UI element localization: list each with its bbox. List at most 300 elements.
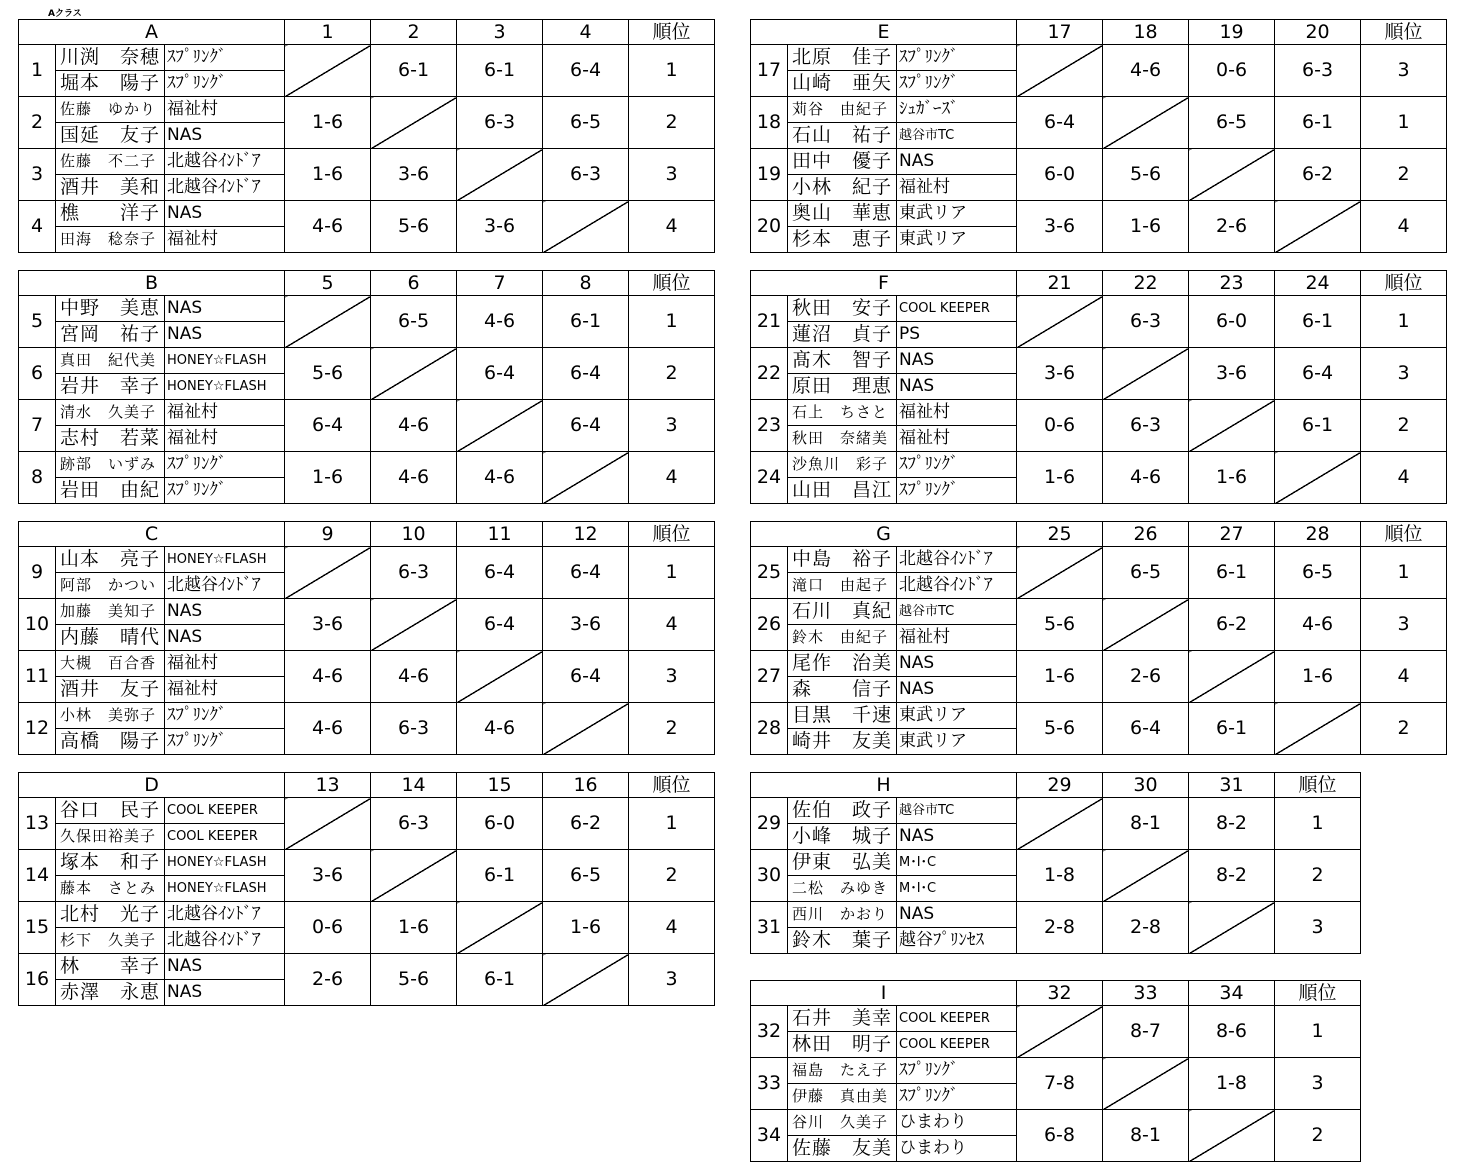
column-seed: 6 (371, 271, 457, 296)
column-seed: 14 (371, 773, 457, 798)
player-row (19, 400, 715, 426)
club-name: 越谷市TC (897, 599, 1017, 625)
rank-value: 3 (1361, 348, 1447, 400)
player-row (19, 798, 715, 824)
column-seed: 8 (543, 271, 629, 296)
player-row (19, 703, 715, 729)
player-name: 赤澤 永恵 (56, 980, 165, 1006)
diagonal-cell (457, 400, 543, 452)
club-name: NAS (165, 201, 285, 227)
group-table-e (750, 19, 1447, 253)
player-name: 樵 洋子 (56, 201, 165, 227)
club-name: COOL KEEPER (165, 798, 285, 824)
match-score: 8-2 (1189, 798, 1275, 850)
player-name: 阿部 かつい (56, 573, 165, 599)
player-row (751, 348, 1447, 374)
match-score: 6-4 (457, 547, 543, 599)
seed-number: 13 (19, 798, 56, 850)
seed-number: 12 (19, 703, 56, 755)
player-name: 岩井 幸子 (56, 374, 165, 400)
match-score: 0-6 (1017, 400, 1103, 452)
column-seed: 29 (1017, 773, 1103, 798)
seed-number: 11 (19, 651, 56, 703)
column-seed: 25 (1017, 522, 1103, 547)
player-name: 原田 理恵 (788, 374, 897, 400)
group-table-g (750, 521, 1447, 755)
match-score: 6-1 (457, 850, 543, 902)
diagonal-cell (1017, 798, 1103, 850)
diagonal-cell (1017, 45, 1103, 97)
match-score: 0-6 (1189, 45, 1275, 97)
match-score: 3-6 (1189, 348, 1275, 400)
group-table-i (750, 980, 1361, 1162)
seed-number: 27 (751, 651, 788, 703)
club-name: NAS (165, 625, 285, 651)
club-name: COOL KEEPER (897, 296, 1017, 322)
seed-number: 8 (19, 452, 56, 504)
club-name: COOL KEEPER (897, 1006, 1017, 1032)
club-name: NAS (897, 348, 1017, 374)
rank-header: 順位 (629, 773, 715, 798)
column-seed: 28 (1275, 522, 1361, 547)
rank-value: 2 (629, 348, 715, 400)
club-name: ｼｭｶﾞｰｽﾞ (897, 97, 1017, 123)
group-name: H (751, 773, 1017, 798)
match-score: 4-6 (457, 703, 543, 755)
match-score: 6-1 (371, 45, 457, 97)
match-score: 6-5 (1103, 547, 1189, 599)
player-name: 藤本 さとみ (56, 876, 165, 902)
rank-value: 3 (629, 149, 715, 201)
match-score: 3-6 (1017, 348, 1103, 400)
club-name: 北越谷ｲﾝﾄﾞｱ (165, 149, 285, 175)
club-name: 東武リア (897, 703, 1017, 729)
match-score: 1-6 (543, 902, 629, 954)
column-seed: 17 (1017, 20, 1103, 45)
club-name: 福祉村 (897, 175, 1017, 201)
club-name: 福祉村 (165, 426, 285, 452)
player-name: 沙魚川 彩子 (788, 452, 897, 478)
player-row (19, 954, 715, 980)
player-name: 川渕 奈穂 (56, 45, 165, 71)
column-seed: 22 (1103, 271, 1189, 296)
seed-number: 1 (19, 45, 56, 97)
diagonal-cell (1189, 902, 1275, 954)
match-score: 6-1 (457, 954, 543, 1006)
column-seed: 23 (1189, 271, 1275, 296)
match-score: 6-5 (543, 850, 629, 902)
player-name: 尾作 治美 (788, 651, 897, 677)
player-row (19, 599, 715, 625)
club-name: NAS (165, 599, 285, 625)
club-name: 福祉村 (897, 625, 1017, 651)
club-name: ひまわり (897, 1110, 1017, 1136)
player-row (19, 850, 715, 876)
column-seed: 1 (285, 20, 371, 45)
match-score: 6-1 (1189, 547, 1275, 599)
seed-number: 25 (751, 547, 788, 599)
player-name: 福島 たえ子 (788, 1058, 897, 1084)
seed-number: 21 (751, 296, 788, 348)
rank-value: 4 (629, 902, 715, 954)
diagonal-cell (457, 902, 543, 954)
rank-value: 1 (629, 45, 715, 97)
diagonal-cell (543, 201, 629, 253)
player-row (751, 149, 1447, 175)
player-name: 杉本 恵子 (788, 227, 897, 253)
player-name: 小林 美弥子 (56, 703, 165, 729)
player-name: 秋田 安子 (788, 296, 897, 322)
player-name: 中野 美恵 (56, 296, 165, 322)
match-score: 6-2 (543, 798, 629, 850)
player-row (19, 651, 715, 677)
player-name: 石上 ちさと (788, 400, 897, 426)
club-name: NAS (897, 374, 1017, 400)
match-score: 6-1 (1275, 296, 1361, 348)
match-score: 2-6 (285, 954, 371, 1006)
rank-value: 3 (1275, 1058, 1361, 1110)
rank-header: 順位 (1361, 20, 1447, 45)
match-score: 5-6 (371, 954, 457, 1006)
club-name: HONEY☆FLASH (165, 850, 285, 876)
rank-value: 4 (1361, 452, 1447, 504)
group-name: E (751, 20, 1017, 45)
group-name: C (19, 522, 285, 547)
club-name: NAS (165, 954, 285, 980)
match-score: 1-6 (285, 97, 371, 149)
rank-value: 3 (629, 954, 715, 1006)
player-row (19, 452, 715, 478)
match-score: 6-3 (371, 703, 457, 755)
match-score: 6-2 (1275, 149, 1361, 201)
rank-value: 2 (1361, 149, 1447, 201)
group-name: A (19, 20, 285, 45)
match-score: 5-6 (371, 201, 457, 253)
club-name: ｽﾌﾟﾘﾝｸﾞ (897, 45, 1017, 71)
player-row (19, 902, 715, 928)
match-score: 6-4 (543, 400, 629, 452)
diagonal-cell (1275, 703, 1361, 755)
match-score: 6-5 (1189, 97, 1275, 149)
match-score: 4-6 (1103, 452, 1189, 504)
match-score: 1-6 (285, 452, 371, 504)
club-name: ｽﾌﾟﾘﾝｸﾞ (165, 45, 285, 71)
player-name: 西川 かおり (788, 902, 897, 928)
diagonal-cell (1103, 97, 1189, 149)
rank-value: 1 (1275, 1006, 1361, 1058)
diagonal-cell (371, 97, 457, 149)
diagonal-cell (1275, 201, 1361, 253)
seed-number: 24 (751, 452, 788, 504)
rank-header: 順位 (1275, 773, 1361, 798)
seed-number: 20 (751, 201, 788, 253)
player-name: 林 幸子 (56, 954, 165, 980)
rank-value: 3 (1361, 599, 1447, 651)
rank-value: 4 (1361, 651, 1447, 703)
match-score: 6-4 (457, 348, 543, 400)
player-name: 伊藤 真由美 (788, 1084, 897, 1110)
player-name: 山崎 亜矢 (788, 71, 897, 97)
match-score: 6-3 (371, 798, 457, 850)
rank-header: 順位 (1275, 981, 1361, 1006)
match-score: 6-4 (457, 599, 543, 651)
match-score: 6-5 (543, 97, 629, 149)
match-score: 4-6 (371, 400, 457, 452)
player-row (751, 45, 1447, 71)
club-name: ｽﾌﾟﾘﾝｸﾞ (165, 703, 285, 729)
player-name: 石井 美幸 (788, 1006, 897, 1032)
match-score: 1-6 (1275, 651, 1361, 703)
match-score: 6-0 (457, 798, 543, 850)
player-name: 谷川 久美子 (788, 1110, 897, 1136)
column-seed: 12 (543, 522, 629, 547)
seed-number: 26 (751, 599, 788, 651)
rank-value: 2 (629, 703, 715, 755)
club-name: 福祉村 (165, 400, 285, 426)
diagonal-cell (285, 547, 371, 599)
player-row (751, 296, 1447, 322)
diagonal-cell (1103, 1058, 1189, 1110)
match-score: 0-6 (285, 902, 371, 954)
club-name: HONEY☆FLASH (165, 374, 285, 400)
club-name: ｽﾌﾟﾘﾝｸﾞ (897, 1084, 1017, 1110)
club-name: 北越谷ｲﾝﾄﾞｱ (165, 928, 285, 954)
player-row (751, 547, 1447, 573)
match-score: 1-8 (1017, 850, 1103, 902)
club-name: 越谷市TC (897, 798, 1017, 824)
group-name: F (751, 271, 1017, 296)
match-score: 6-4 (543, 547, 629, 599)
club-name: 福祉村 (165, 677, 285, 703)
player-row (19, 97, 715, 123)
match-score: 6-4 (543, 45, 629, 97)
seed-number: 23 (751, 400, 788, 452)
seed-number: 2 (19, 97, 56, 149)
player-name: 伊東 弘美 (788, 850, 897, 876)
match-score: 6-0 (1017, 149, 1103, 201)
diagonal-cell (457, 651, 543, 703)
player-name: 谷口 民子 (56, 798, 165, 824)
club-name: HONEY☆FLASH (165, 348, 285, 374)
club-name: NAS (897, 149, 1017, 175)
player-name: 堀本 陽子 (56, 71, 165, 97)
diagonal-cell (1189, 651, 1275, 703)
club-name: ｽﾌﾟﾘﾝｸﾞ (897, 452, 1017, 478)
player-row (19, 547, 715, 573)
player-name: 佐藤 ゆかり (56, 97, 165, 123)
diagonal-cell (543, 452, 629, 504)
match-score: 4-6 (285, 651, 371, 703)
column-seed: 30 (1103, 773, 1189, 798)
rank-value: 4 (629, 452, 715, 504)
club-name: 福祉村 (165, 97, 285, 123)
match-score: 6-3 (1103, 400, 1189, 452)
club-name: ｽﾌﾟﾘﾝｸﾞ (165, 478, 285, 504)
player-name: 久保田裕美子 (56, 824, 165, 850)
column-seed: 33 (1103, 981, 1189, 1006)
club-name: COOL KEEPER (165, 824, 285, 850)
match-score: 5-6 (1103, 149, 1189, 201)
player-name: 佐藤 友美 (788, 1136, 897, 1162)
player-name: 田中 優子 (788, 149, 897, 175)
diagonal-cell (285, 798, 371, 850)
rank-value: 4 (629, 201, 715, 253)
club-name: 北越谷ｲﾝﾄﾞｱ (165, 175, 285, 201)
match-score: 7-8 (1017, 1058, 1103, 1110)
match-score: 2-6 (1189, 201, 1275, 253)
player-name: 鈴木 葉子 (788, 928, 897, 954)
match-score: 3-6 (1017, 201, 1103, 253)
match-score: 6-4 (1017, 97, 1103, 149)
column-seed: 32 (1017, 981, 1103, 1006)
player-name: 山田 昌江 (788, 478, 897, 504)
column-seed: 15 (457, 773, 543, 798)
player-name: 大槻 百合香 (56, 651, 165, 677)
match-score: 8-6 (1189, 1006, 1275, 1058)
diagonal-cell (1103, 348, 1189, 400)
club-name: COOL KEEPER (897, 1032, 1017, 1058)
club-name: 北越谷ｲﾝﾄﾞｱ (897, 547, 1017, 573)
column-seed: 27 (1189, 522, 1275, 547)
match-score: 2-6 (1103, 651, 1189, 703)
club-name: ｽﾌﾟﾘﾝｸﾞ (165, 452, 285, 478)
player-row (19, 348, 715, 374)
seed-number: 10 (19, 599, 56, 651)
rank-value: 1 (1361, 97, 1447, 149)
diagonal-cell (371, 850, 457, 902)
column-seed: 21 (1017, 271, 1103, 296)
player-row (751, 452, 1447, 478)
match-score: 6-5 (1275, 547, 1361, 599)
match-score: 1-6 (371, 902, 457, 954)
diagonal-cell (543, 954, 629, 1006)
player-row (19, 201, 715, 227)
club-name: 越谷市TC (897, 123, 1017, 149)
match-score: 6-1 (1275, 400, 1361, 452)
column-seed: 3 (457, 20, 543, 45)
club-name: ｽﾌﾟﾘﾝｸﾞ (897, 71, 1017, 97)
match-score: 6-4 (1103, 703, 1189, 755)
club-name: NAS (897, 902, 1017, 928)
rank-value: 3 (1275, 902, 1361, 954)
player-name: 山本 亮子 (56, 547, 165, 573)
club-name: NAS (165, 322, 285, 348)
club-name: M･I･C (897, 876, 1017, 902)
club-name: 北越谷ｲﾝﾄﾞｱ (165, 902, 285, 928)
seed-number: 16 (19, 954, 56, 1006)
club-name: NAS (897, 824, 1017, 850)
player-row (751, 201, 1447, 227)
diagonal-cell (1103, 599, 1189, 651)
match-score: 8-2 (1189, 850, 1275, 902)
match-score: 4-6 (371, 452, 457, 504)
club-name: NAS (165, 296, 285, 322)
match-score: 8-1 (1103, 1110, 1189, 1162)
player-name: 酒井 美和 (56, 175, 165, 201)
match-score: 4-6 (457, 452, 543, 504)
rank-value: 1 (1275, 798, 1361, 850)
club-name: M･I･C (897, 850, 1017, 876)
seed-number: 9 (19, 547, 56, 599)
match-score: 8-1 (1103, 798, 1189, 850)
player-name: 苅谷 由紀子 (788, 97, 897, 123)
seed-number: 19 (751, 149, 788, 201)
player-row (751, 902, 1361, 928)
column-seed: 10 (371, 522, 457, 547)
rank-header: 順位 (1361, 522, 1447, 547)
match-score: 6-3 (457, 97, 543, 149)
match-score: 3-6 (457, 201, 543, 253)
column-seed: 4 (543, 20, 629, 45)
rank-value: 4 (1361, 201, 1447, 253)
player-row (751, 850, 1361, 876)
player-name: 小峰 城子 (788, 824, 897, 850)
match-score: 6-8 (1017, 1110, 1103, 1162)
player-name: 小林 紀子 (788, 175, 897, 201)
column-seed: 5 (285, 271, 371, 296)
seed-number: 4 (19, 201, 56, 253)
seed-number: 15 (19, 902, 56, 954)
seed-number: 7 (19, 400, 56, 452)
match-score: 4-6 (285, 703, 371, 755)
match-score: 6-1 (1275, 97, 1361, 149)
column-seed: 31 (1189, 773, 1275, 798)
match-score: 6-3 (371, 547, 457, 599)
column-seed: 34 (1189, 981, 1275, 1006)
group-table-c (18, 521, 715, 755)
match-score: 8-7 (1103, 1006, 1189, 1058)
rank-header: 順位 (629, 522, 715, 547)
match-score: 2-8 (1103, 902, 1189, 954)
rank-value: 2 (1275, 1110, 1361, 1162)
column-seed: 16 (543, 773, 629, 798)
club-name: 福祉村 (897, 426, 1017, 452)
player-name: 加藤 美知子 (56, 599, 165, 625)
match-score: 1-6 (285, 149, 371, 201)
match-score: 3-6 (285, 850, 371, 902)
player-name: 北村 光子 (56, 902, 165, 928)
club-name: 東武リア (897, 201, 1017, 227)
match-score: 6-4 (543, 651, 629, 703)
club-name: HONEY☆FLASH (165, 876, 285, 902)
seed-number: 29 (751, 798, 788, 850)
diagonal-cell (1189, 149, 1275, 201)
player-name: 塚本 和子 (56, 850, 165, 876)
match-score: 6-3 (543, 149, 629, 201)
diagonal-cell (1189, 400, 1275, 452)
column-seed: 11 (457, 522, 543, 547)
club-name: 東武リア (897, 729, 1017, 755)
player-row (751, 798, 1361, 824)
player-name: 蓮沼 貞子 (788, 322, 897, 348)
match-score: 6-2 (1189, 599, 1275, 651)
match-score: 6-4 (285, 400, 371, 452)
player-name: 石山 祐子 (788, 123, 897, 149)
match-score: 4-6 (1103, 45, 1189, 97)
player-name: 跡部 いずみ (56, 452, 165, 478)
column-seed: 24 (1275, 271, 1361, 296)
match-score: 1-6 (1103, 201, 1189, 253)
rank-header: 順位 (629, 271, 715, 296)
player-row (751, 651, 1447, 677)
seed-number: 18 (751, 97, 788, 149)
player-name: 岩田 由紀 (56, 478, 165, 504)
group-table-d (18, 772, 715, 1006)
match-score: 4-6 (371, 651, 457, 703)
diagonal-cell (371, 348, 457, 400)
diagonal-cell (543, 703, 629, 755)
seed-number: 28 (751, 703, 788, 755)
